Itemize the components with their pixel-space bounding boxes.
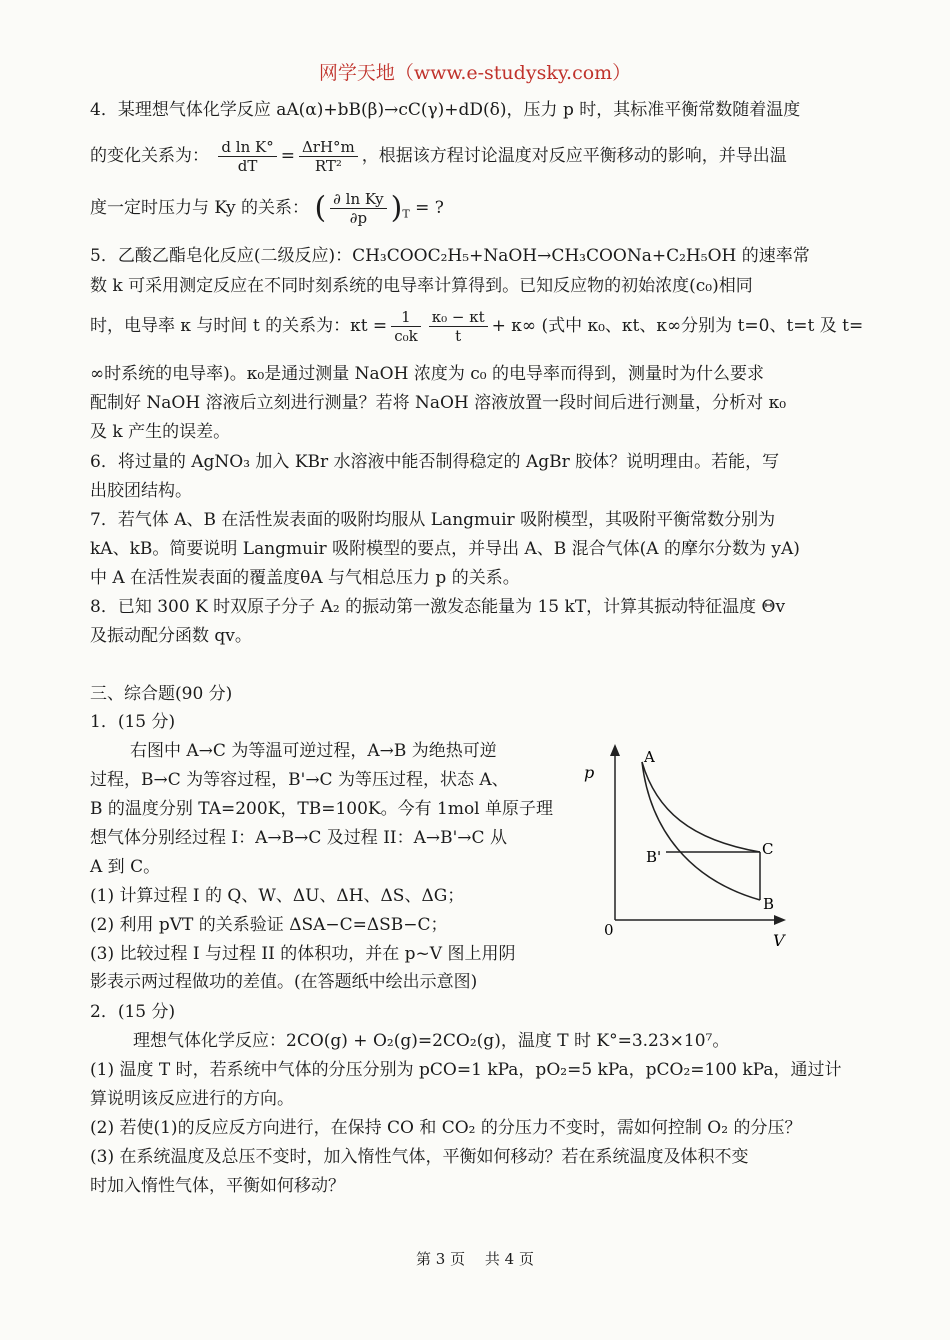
p1-line-5: A 到 C。 [90, 857, 161, 877]
q6-line-2: 出胶团结构。 [90, 481, 192, 501]
v-axis-arrow [774, 915, 786, 925]
q4-line-1: 4．某理想气体化学反应 aA(α)+bB(β)→cC(γ)+dD(δ)，压力 p 时，其标准平衡常数随着温度 [90, 100, 801, 120]
label-p: p [584, 763, 595, 782]
p1-line-2: 过程，B→C 为等容过程，B'→C 为等压过程，状态 A、 [90, 770, 509, 790]
q5-line-6: 及 k 产生的误差。 [90, 422, 231, 442]
site-watermark-header: 网学天地（www.e-studysky.com） [318, 62, 632, 84]
q7-line-2: kA、kB。简要说明 Langmuir 吸附模型的要点，并导出 A、B 混合气体(A 的摩尔分数为 yA) [90, 539, 800, 559]
label-Bp: B' [646, 848, 662, 866]
q5-line-4: ∞时系统的电导率)。κ₀是通过测量 NaOH 浓度为 c₀ 的电导率而得到，测量时为什么要求 [90, 364, 764, 384]
q4-line-2b: ，根据该方程讨论温度对反应平衡移动的影响，并导出温 [361, 146, 787, 166]
q4-line-3: 度一定时压力与 Ky 的关系： ( $\frac{\text{∂ ln Ky}}{\partial p}$ )$_T$ = ? [90, 190, 444, 227]
q7-line-3: 中 A 在活性炭表面的覆盖度θA 与气相总压力 p 的关系。 [90, 568, 520, 588]
q4-fraction-enthalpy: $\frac{\text{ΔrH°m}}{\text{RT²}}$ [299, 138, 358, 175]
label-A: A [644, 748, 655, 766]
p1-line-8: (3) 比较过程 I 与过程 II 的体积功，并在 p~V 图上用阴 [90, 944, 516, 964]
p2-line-2: (1) 温度 T 时，若系统中气体的分压分别为 pCO=1 kPa，pO₂=5 kPa，pCO₂=100 kPa，通过计 [90, 1060, 842, 1080]
label-origin: 0 [604, 921, 614, 939]
p2-line-4: (2) 若使(1)的反应反方向进行，在保持 CO 和 CO₂ 的分压力不变时，需如何控制 O₂ 的分压？ [90, 1118, 802, 1138]
q5-line-5: 配制好 NaOH 溶液后立刻进行测量？若将 NaOH 溶液放置一段时间后进行测量，分析对 κ₀ [90, 393, 787, 413]
q5-line-1: 5．乙酸乙酯皂化反应(二级反应)：CH₃COOC₂H₅+NaOH→CH₃COONa+C₂H₅OH 的速率常 [90, 246, 810, 266]
p-axis-arrow [610, 744, 620, 756]
q5-line-3: 时，电导率 κ 与时间 t 的关系为：κt = $\frac{1}{\text{c₀k}}$ $\frac{\text{κ₀ − κt}}{t}$ + κ∞ (式中 κ₀、κt、κ∞分别为 t=0、t=t 及 t= [90, 308, 864, 345]
p1-line-6: (1) 计算过程 I 的 Q、W、ΔU、ΔH、ΔS、ΔG； [90, 886, 465, 906]
section-3-title: 三、综合题(90 分) [90, 684, 233, 704]
q4-fraction-partial: $\frac{\text{∂ ln Ky}}{\partial p}$ [330, 190, 386, 227]
q4-line-2a: 的变化关系为： [90, 146, 209, 166]
q4-line-2: 的变化关系为： $\frac{\text{d ln K°}}{dT}$ = $\frac{\text{ΔrH°m}}{\text{RT²}}$ ，根据该方程讨论温度对反应平衡移动的影响，并导出温 [90, 138, 787, 175]
p2-line-6: 时加入惰性气体，平衡如何移动？ [90, 1176, 345, 1196]
p1-line-3: B 的温度分别 TA=200K，TB=100K。今有 1mol 单原子理 [90, 799, 554, 819]
p2-line-3: 算说明该反应进行的方向。 [90, 1089, 294, 1109]
p2-line-1: 理想气体化学反应：2CO(g) + O₂(g)=2CO₂(g)，温度 T 时 K°=3.23×10⁷。 [133, 1031, 730, 1051]
q5-line-2: 数 k 可采用测定反应在不同时刻系统的电导率计算得到。已知反应物的初始浓度(c₀)相同 [90, 276, 753, 296]
isotherm-a-c [642, 762, 760, 852]
q4-fraction-dlnK: $\frac{\text{d ln K°}}{dT}$ [218, 138, 276, 175]
q7-line-1: 7．若气体 A、B 在活性炭表面的吸附均服从 Langmuir 吸附模型，其吸附平衡常数分别为 [90, 510, 776, 530]
label-B: B [763, 895, 775, 913]
p1-line-9: 影表示两过程做功的差值。(在答题纸中绘出示意图) [90, 972, 478, 992]
q5-fraction-2: $\frac{\text{κ₀ − κt}}{t}$ [429, 308, 488, 345]
page-number-footer: 第 3 页 共 4 页 [416, 1250, 534, 1268]
p2-heading: 2．(15 分) [90, 1002, 176, 1022]
adiabat-a-b [642, 762, 760, 900]
p2-line-5: (3) 在系统温度及总压不变时，加入惰性气体，平衡如何移动？若在系统温度及体积不变 [90, 1147, 749, 1167]
p1-line-1: 右图中 A→C 为等温可逆过程，A→B 为绝热可逆 [130, 741, 497, 761]
q6-line-1: 6．将过量的 AgNO₃ 加入 KBr 水溶液中能否制得稳定的 AgBr 胶体？说明理由。若能，写 [90, 452, 780, 472]
p1-heading: 1．(15 分) [90, 712, 176, 732]
q8-line-1: 8．已知 300 K 时双原子分子 A₂ 的振动第一激发态能量为 15 kT，计算其振动特征温度 Θv [90, 597, 786, 617]
pv-diagram [570, 740, 800, 960]
p1-line-4: 想气体分别经过程 I：A→B→C 及过程 II：A→B'→C 从 [90, 828, 507, 848]
p1-line-7: (2) 利用 pVT 的关系验证 ΔSA−C=ΔSB−C； [90, 915, 448, 935]
q5-fraction-1: $\frac{1}{\text{c₀k}}$ [391, 308, 421, 345]
q8-line-2: 及振动配分函数 qv。 [90, 626, 252, 646]
label-V: V [773, 931, 785, 950]
label-C: C [762, 840, 774, 858]
